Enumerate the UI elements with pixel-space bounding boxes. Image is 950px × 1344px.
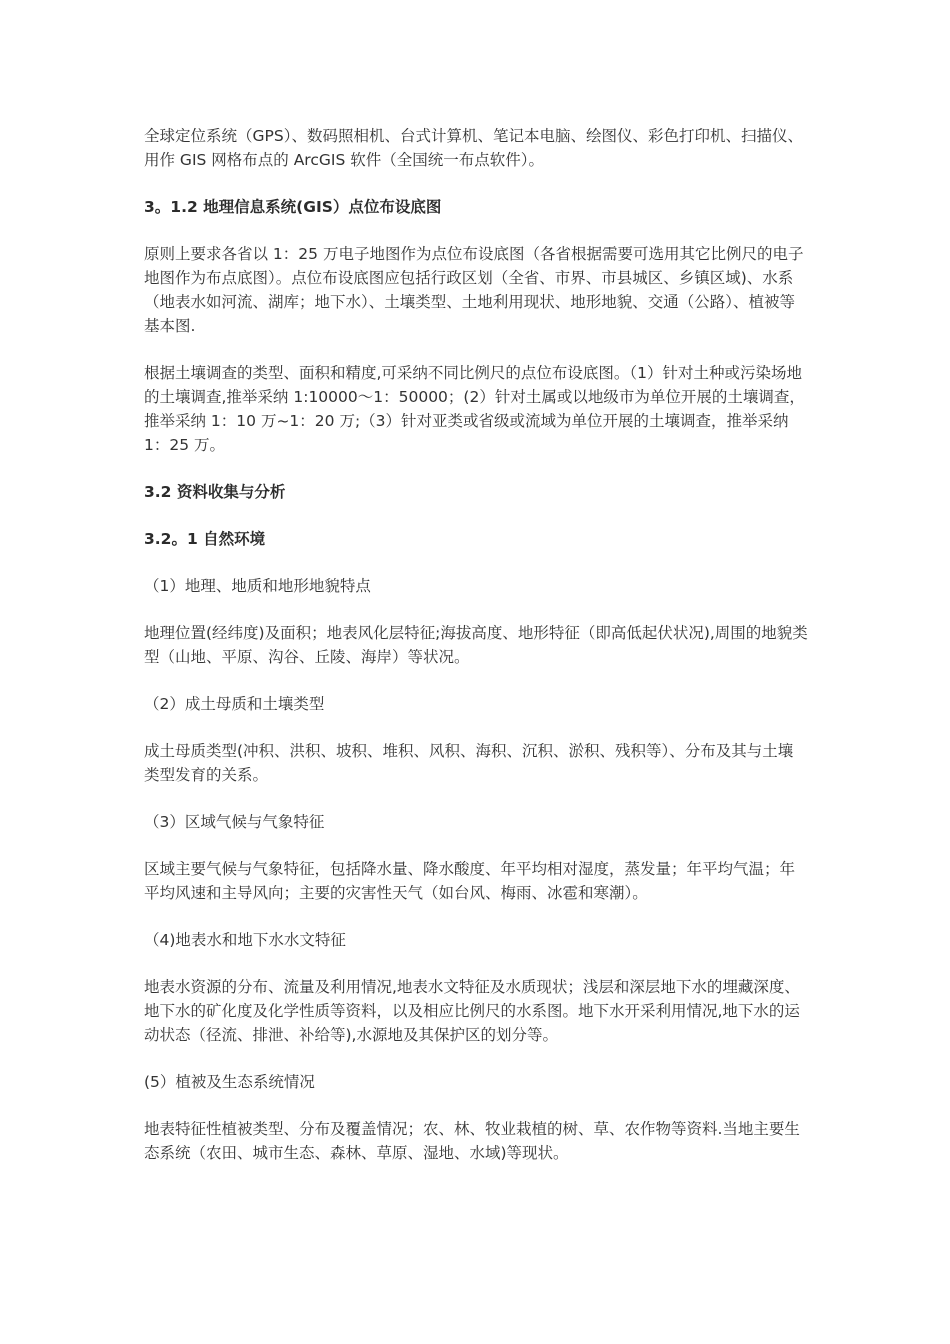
heading-3-1-2: 3。1.2 地理信息系统(GIS）点位布设底图 bbox=[144, 198, 442, 216]
subheading-5: (5）植被及生态系统情况 bbox=[144, 1073, 315, 1091]
vegetation-paragraph: 地表特征性植被类型、分布及覆盖情况；农、林、牧业栽植的树、草、农作物等资料.当地主要生态系统（农田、城市生态、森林、草原、湿地、水域)等现状。 bbox=[144, 1120, 800, 1162]
subheading-3: （3）区域气候与气象特征 bbox=[144, 813, 325, 831]
subheading-4: （4)地表水和地下水水文特征 bbox=[144, 931, 346, 949]
geography-paragraph: 地理位置(经纬度)及面积；地表风化层特征;海拔高度、地形特征（即高低起伏状况),周围的地貌类型（山地、平原、沟谷、丘陵、海岸）等状况。 bbox=[144, 624, 808, 666]
heading-3-2-1: 3.2。1 自然环境 bbox=[144, 530, 266, 548]
parent-material-paragraph: 成土母质类型(冲积、洪积、坡积、堆积、风积、海积、沉积、淤积、残积等）、分布及其与土壤类型发育的关系。 bbox=[144, 742, 794, 784]
document-page bbox=[144, 124, 808, 1188]
scale-paragraph: 根据土壤调查的类型、面积和精度,可采纳不同比例尺的点位布设底图。（1）针对土种或污染场地的土壤调查,推举采纳 1:10000～1：50000；(2）针对土属或以地级市为单位开展的土壤调查，推举采纳 1：10 万~1：20 万;（3）针对亚类或省级或流域为单位开展的土壤调查，推举采纳 1：25 万。 bbox=[144, 364, 805, 454]
heading-3-2: 3.2 资料收集与分析 bbox=[144, 483, 286, 501]
subheading-1: （1）地理、地质和地形地貌特点 bbox=[144, 577, 371, 595]
base-map-paragraph: 原则上要求各省以 1：25 万电子地图作为点位布设底图（各省根据需要可选用其它比例尺的电子地图作为布点底图）。点位布设底图应包括行政区划（全省、市界、市县城区、乡镇区域)、水系（地表水如河流、湖库；地下水）、土壤类型、土地利用现状、地形地貌、交通（公路）、植被等基本图. bbox=[144, 245, 804, 335]
subheading-2: （2）成土母质和土壤类型 bbox=[144, 695, 325, 713]
hydrology-paragraph: 地表水资源的分布、流量及利用情况,地表水文特征及水质现状；浅层和深层地下水的埋藏深度、地下水的矿化度及化学性质等资料，以及相应比例尺的水系图。地下水开采利用情况,地下水的运动状态（径流、排泄、补给等),水源地及其保护区的划分等。 bbox=[144, 978, 800, 1044]
equipment-paragraph: 全球定位系统（GPS）、数码照相机、台式计算机、笔记本电脑、绘图仪、彩色打印机、扫描仪、用作 GIS 网格布点的 ArcGIS 软件（全国统一布点软件）。 bbox=[144, 127, 803, 169]
climate-paragraph: 区域主要气候与气象特征，包括降水量、降水酸度、年平均相对湿度，蒸发量；年平均气温；年平均风速和主导风向；主要的灾害性天气（如台风、梅雨、冰雹和寒潮）。 bbox=[144, 860, 796, 902]
